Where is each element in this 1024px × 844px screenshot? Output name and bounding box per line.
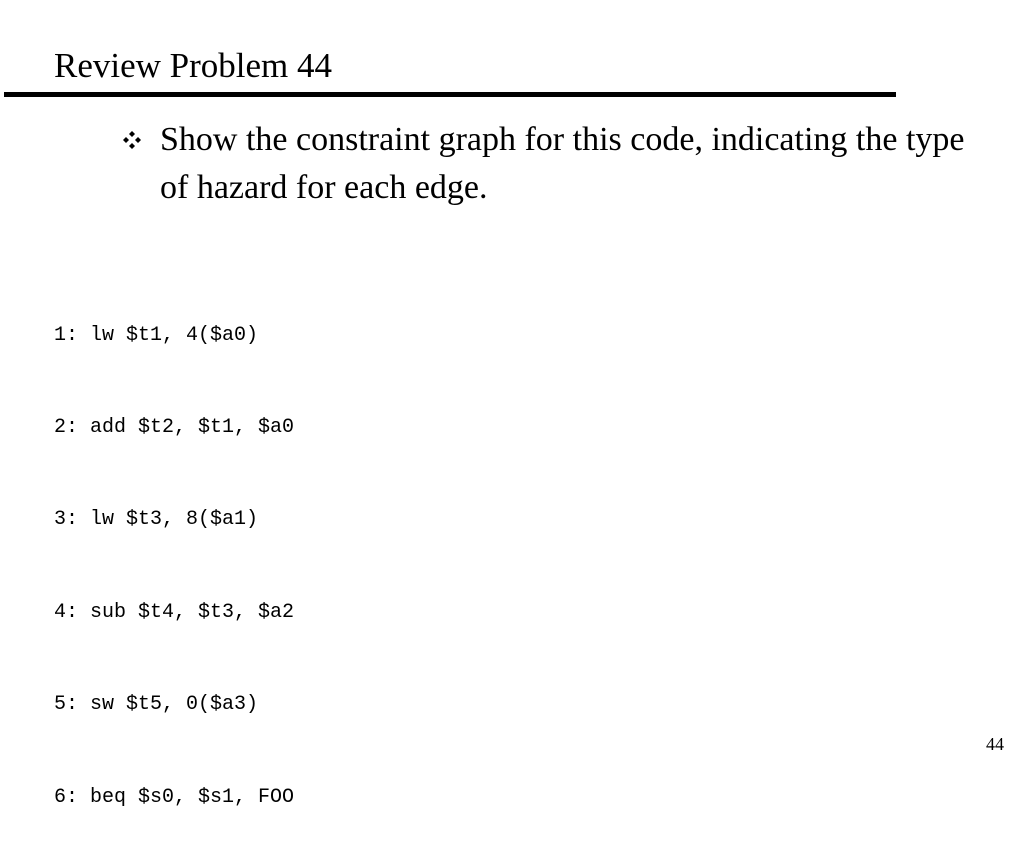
slide-title: Review Problem 44 bbox=[54, 46, 333, 85]
code-line-3: 3: lw $t3, 8($a1) bbox=[54, 508, 259, 532]
code-line-5: 5: sw $t5, 0($a3) bbox=[54, 693, 259, 717]
four-diamond-bullet-icon bbox=[122, 130, 142, 150]
page-number: 44 bbox=[986, 734, 1004, 754]
code-line-4: 4: sub $t4, $t3, $a2 bbox=[54, 600, 295, 624]
code-line-2: 2: add $t2, $t1, $a0 bbox=[54, 415, 295, 439]
code-listing bbox=[54, 259, 294, 844]
bullet-text: Show the constraint graph for this code, indicating the type of hazard for each edge. bbox=[160, 121, 965, 206]
title-underline bbox=[4, 92, 896, 97]
code-line-6: 6: beq $s0, $s1, FOO bbox=[54, 785, 295, 809]
code-line-1: 1: lw $t1, 4($a0) bbox=[54, 323, 259, 347]
